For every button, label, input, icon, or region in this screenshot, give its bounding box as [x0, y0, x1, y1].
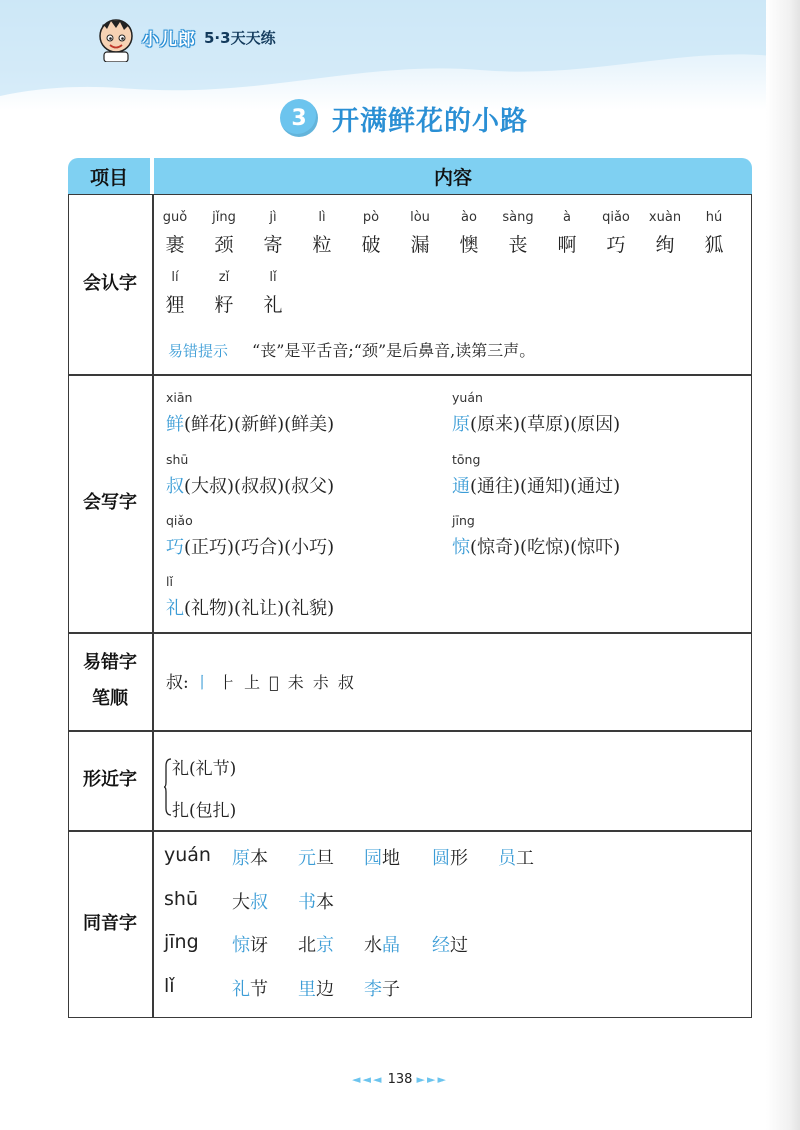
stroke-step: ⺊	[219, 673, 236, 692]
brace-icon	[164, 758, 172, 816]
homophone-rest: 子	[382, 979, 400, 1000]
homophone-rest: 旦	[316, 848, 334, 869]
write-char: 巧	[166, 537, 184, 558]
write-char: 鲜	[166, 414, 184, 435]
brand-series: 5·3天天练	[204, 28, 276, 47]
char-hanzi: 啊	[557, 234, 577, 256]
column-divider	[152, 194, 154, 1018]
char-hanzi: 寄	[263, 234, 283, 256]
stroke-step: 上	[244, 673, 261, 692]
homophone-word	[432, 844, 468, 870]
brand-header	[98, 22, 276, 52]
homophone-rest: 边	[316, 979, 334, 1000]
homophone-word	[364, 931, 400, 957]
char-item	[444, 210, 494, 257]
char-pinyin: à	[563, 210, 571, 225]
error-tip-label: 易错提示	[168, 342, 229, 360]
write-item	[166, 452, 334, 498]
page-number: 138	[387, 1072, 413, 1087]
char-item	[150, 270, 200, 317]
char-item	[591, 210, 641, 257]
char-item	[493, 210, 543, 257]
next-arrows-icon: ►►►	[416, 1073, 448, 1086]
row-divider	[68, 374, 752, 376]
stroke-order	[166, 668, 363, 693]
write-pinyin: shū	[166, 452, 189, 467]
row-label-recognize: 会认字	[83, 273, 137, 294]
homophone-rest: 工	[516, 848, 534, 869]
homophone-word	[298, 888, 334, 914]
char-item	[395, 210, 445, 257]
write-words: (惊奇)(吃惊)(惊吓)	[470, 537, 621, 558]
lesson-title: 开满鲜花的小路	[332, 105, 528, 137]
char-pinyin: lòu	[410, 210, 430, 225]
write-pinyin: qiǎo	[166, 513, 193, 528]
homophone-word	[232, 844, 268, 870]
homophone-word	[232, 888, 268, 914]
stroke-step: 尗	[312, 673, 329, 692]
homophone-key: 原	[232, 848, 250, 869]
homophone-word	[232, 975, 268, 1001]
char-pinyin: guǒ	[162, 210, 188, 225]
homophone-word	[432, 931, 468, 957]
homophone-word	[498, 844, 534, 870]
vocab-table	[68, 158, 752, 1018]
row-divider	[68, 730, 752, 732]
char-pinyin: jǐng	[212, 210, 236, 225]
homophone-pinyin: shū	[164, 888, 198, 910]
char-pinyin: xuàn	[648, 210, 682, 225]
homophone-rest: 讶	[250, 935, 268, 956]
column-header-item: 项目	[68, 158, 150, 194]
char-hanzi: 漏	[410, 234, 430, 256]
write-words: (原来)(草原)(原因)	[470, 414, 621, 435]
write-item	[452, 513, 620, 559]
char-item	[199, 210, 249, 257]
homophone-key: 京	[316, 935, 334, 956]
char-item	[248, 270, 298, 317]
write-char: 叔	[166, 476, 184, 497]
char-pinyin: lǐ	[269, 270, 277, 285]
stroke-step: 叔	[337, 673, 354, 692]
char-hanzi: 狐	[704, 234, 724, 256]
homophone-key: 书	[298, 892, 316, 913]
row-label-similar: 形近字	[83, 769, 137, 790]
homophone-word	[232, 931, 268, 957]
homophone-key: 叔	[250, 892, 268, 913]
page-footer	[0, 1072, 800, 1087]
homophone-rest: 形	[450, 848, 468, 869]
homophone-rest: 地	[382, 848, 400, 869]
char-pinyin: ào	[461, 210, 477, 225]
write-item	[166, 513, 334, 559]
write-words: (礼物)(礼让)(礼貌)	[184, 598, 335, 619]
char-hanzi: 礼	[263, 294, 283, 316]
write-char: 原	[452, 414, 470, 435]
homophone-rest: 水	[364, 935, 382, 956]
homophone-pinyin: jīng	[164, 931, 199, 953]
write-pinyin: xiān	[166, 390, 193, 405]
char-item	[297, 210, 347, 257]
stroke-step: 未	[287, 673, 304, 692]
row-label-write: 会写字	[83, 492, 137, 513]
row-label-stroke-line2: 笔顺	[92, 688, 128, 709]
char-item	[199, 270, 249, 317]
prev-arrows-icon: ◄◄◄	[352, 1073, 384, 1086]
brand-name: 小儿郎	[142, 29, 196, 50]
char-pinyin: pò	[362, 210, 380, 225]
error-tip-text: “丧”是平舌音;“颈”是后鼻音,读第三声。	[252, 341, 536, 360]
homophone-key: 员	[498, 848, 516, 869]
homophone-key: 经	[432, 935, 450, 956]
homophone-key: 里	[298, 979, 316, 1000]
row-label-stroke-line1: 易错字	[83, 652, 137, 673]
homophone-word	[298, 844, 334, 870]
stroke-char: 叔:	[166, 673, 189, 693]
char-item	[640, 210, 690, 257]
homophone-rest: 过	[450, 935, 468, 956]
char-item	[689, 210, 739, 257]
row-label-stroke	[68, 632, 152, 730]
write-item	[166, 390, 334, 436]
row-label-homophone: 同音字	[83, 913, 137, 934]
write-pinyin: tōng	[452, 452, 481, 467]
row-divider	[68, 830, 752, 832]
write-words: (通往)(通知)(通过)	[470, 476, 621, 497]
homophone-pinyin: yuán	[164, 844, 211, 866]
homophone-key: 圆	[432, 848, 450, 869]
similar-item: 扎(包扎)	[172, 801, 237, 821]
homophone-key: 晶	[382, 935, 400, 956]
char-pinyin: lí	[171, 270, 179, 285]
homophone-rest: 本	[316, 892, 334, 913]
write-words: (鲜花)(新鲜)(鲜美)	[184, 414, 335, 435]
char-hanzi: 裹	[165, 234, 185, 256]
similar-chars	[172, 748, 236, 832]
char-item	[542, 210, 592, 257]
write-pinyin: yuán	[452, 390, 483, 405]
homophone-word	[298, 975, 334, 1001]
homophone-key: 元	[298, 848, 316, 869]
char-hanzi: 狸	[165, 294, 185, 316]
homophone-word	[298, 931, 334, 957]
stroke-step: 丨	[194, 673, 211, 692]
similar-item: 礼(礼节)	[172, 759, 237, 779]
homophone-word	[364, 975, 400, 1001]
homophone-pinyin: lǐ	[164, 975, 175, 997]
char-item	[248, 210, 298, 257]
homophone-rest: 本	[250, 848, 268, 869]
char-hanzi: 粒	[312, 234, 332, 256]
homophone-word	[364, 844, 400, 870]
row-divider	[68, 632, 752, 634]
homophone-key: 园	[364, 848, 382, 869]
write-pinyin: jīng	[452, 513, 475, 528]
write-item	[452, 390, 620, 436]
error-tip	[168, 338, 535, 361]
char-item	[150, 210, 200, 257]
char-hanzi: 籽	[214, 294, 234, 316]
homophone-key: 礼	[232, 979, 250, 1000]
char-pinyin: hú	[705, 210, 723, 225]
char-hanzi: 颈	[214, 234, 234, 256]
char-pinyin: jì	[269, 210, 277, 225]
page-edge-shadow	[766, 0, 800, 1130]
lesson-number-badge: 3	[280, 99, 318, 137]
homophone-rest: 北	[298, 935, 316, 956]
char-pinyin: lì	[318, 210, 326, 225]
char-hanzi: 绚	[655, 234, 675, 256]
homophone-rest: 节	[250, 979, 268, 1000]
stroke-step: 𠀆	[269, 673, 279, 692]
write-words: (正巧)(巧合)(小巧)	[184, 537, 335, 558]
write-item	[166, 574, 334, 620]
char-pinyin: zǐ	[218, 270, 230, 285]
write-pinyin: lǐ	[166, 574, 173, 589]
write-char: 礼	[166, 598, 184, 619]
char-hanzi: 懊	[459, 234, 479, 256]
char-item	[346, 210, 396, 257]
char-hanzi: 破	[361, 234, 381, 256]
homophone-key: 李	[364, 979, 382, 1000]
write-char: 通	[452, 476, 470, 497]
write-char: 惊	[452, 537, 470, 558]
write-words: (大叔)(叔叔)(叔父)	[184, 476, 335, 497]
char-hanzi: 丧	[508, 234, 528, 256]
write-item	[452, 452, 620, 498]
char-pinyin: sàng	[502, 210, 534, 225]
homophone-key: 惊	[232, 935, 250, 956]
char-hanzi: 巧	[606, 234, 626, 256]
lesson-heading	[280, 98, 528, 138]
char-pinyin: qiǎo	[602, 210, 630, 225]
homophone-rest: 大	[232, 892, 250, 913]
column-header-content: 内容	[154, 158, 752, 194]
